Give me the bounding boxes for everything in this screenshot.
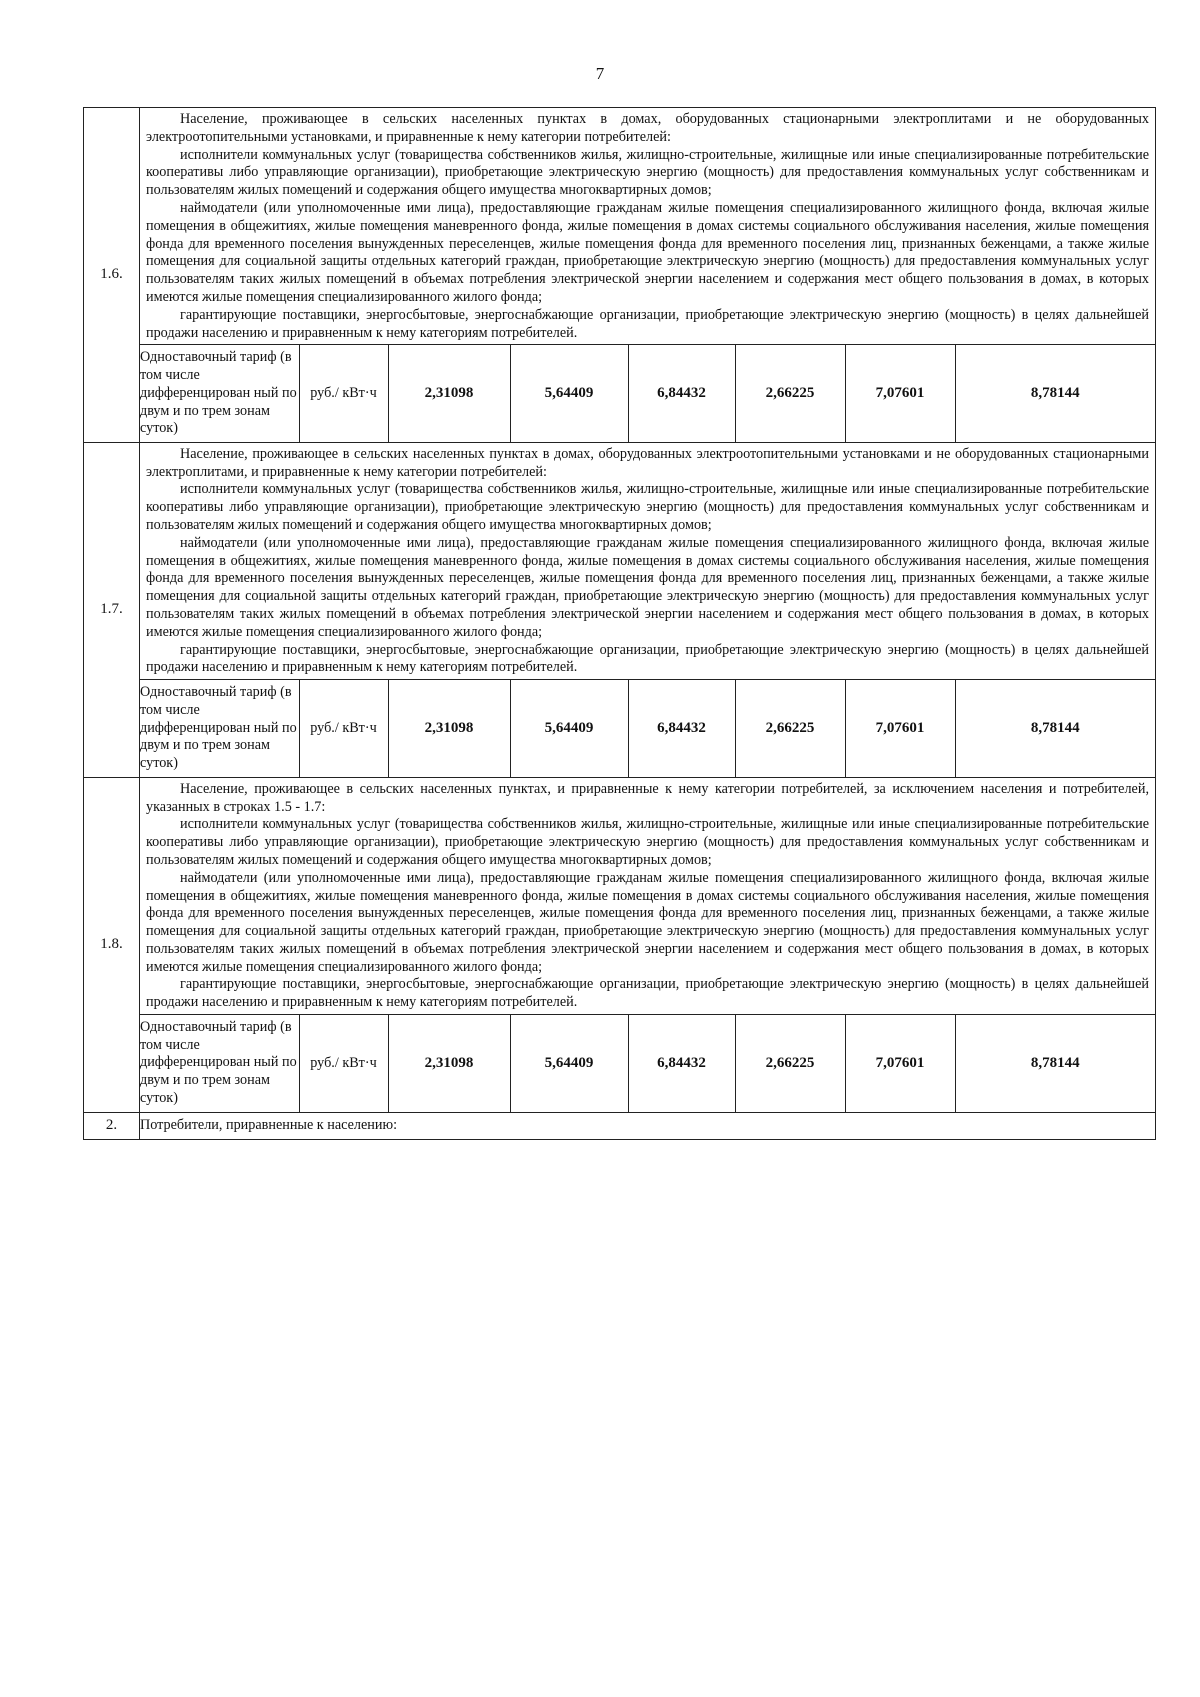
paragraph: наймодатели (или уполномоченные ими лица), предоставляющие гражданам жилые помещения специализированного жилищного фонда, включая жилые помещения в общежитиях, жилые помещения маневренного фонда, жилые помещения в домах системы социального обслуживания населения, жилые помещения фонда для временного поселения вынужденных переселенцев, жилые помещения фонда для временного поселения лиц, признанных беженцами, а также жилые помещения для социальной защиты отдельных категорий граждан, приобретающие электрическую энергию (мощность) для предоставления коммунальных услуг пользователям таких жилых помещений в объемах потребления электрической энергии населением и содержания мест общего пользования в домах, в которых имеются жилые помещения специализированного жилого фонда; [146, 869, 1149, 975]
section-row [84, 108, 1156, 443]
paragraph: Население, проживающее в сельских населенных пунктах, и приравненные к нему категории потребителей, за исключением населения и потребителей, указанных в строках 1.5 - 1.7: [146, 780, 1149, 815]
paragraph: гарантирующие поставщики, энергосбытовые, энергоснабжающие организации, приобретающие электрическую энергию (мощность) в целях дальнейшей продажи населению и приравненным к нему категориям потребителей. [146, 641, 1149, 676]
page-number: 7 [595, 64, 605, 83]
tariff-label: Одноставочный тариф (в том числе дифференцирован ный по двум и по трем зонам суток) [140, 680, 299, 777]
paragraph: наймодатели (или уполномоченные ими лица), предоставляющие гражданам жилые помещения специализированного жилищного фонда, включая жилые помещения в общежитиях, жилые помещения маневренного фонда, жилые помещения в домах системы социального обслуживания населения, жилые помещения фонда для временного поселения вынужденных переселенцев, жилые помещения фонда для временного поселения лиц, признанных беженцами, а также жилые помещения для социальной защиты отдельных категорий граждан, приобретающие электрическую энергию (мощность) для предоставления коммунальных услуг пользователям таких жилых помещений в объемах потребления электрической энергии населением и содержания мест общего пользования в домах, в которых имеются жилые помещения специализированного жилого фонда; [146, 199, 1149, 305]
section-row [84, 777, 1156, 1112]
tariff-value: 2,31098 [388, 680, 510, 777]
tariff-values-table [140, 344, 1155, 442]
tariff-values-table [140, 679, 1155, 777]
tariff-value: 7,07601 [845, 345, 955, 442]
tariff-label: Одноставочный тариф (в том числе дифференцирован ный по двум и по трем зонам суток) [140, 1015, 299, 1112]
row-number: 1.8. [84, 777, 140, 1112]
tariff-value: 2,31098 [388, 1015, 510, 1112]
paragraph: Население, проживающее в сельских населенных пунктах в домах, оборудованных электроотопительными установками и не оборудованных стационарными электроплитами, и приравненные к нему категории потребителей: [146, 445, 1149, 480]
paragraph: исполнители коммунальных услуг (товарищества собственников жилья, жилищно-строительные, жилищные или иные специализированные потребительские кооперативы либо управляющие организации), приобретающие электрическую энергию (мощность) для предоставления коммунальных услуг собственникам и пользователям жилых помещений и содержания общего имущества многоквартирных домов; [146, 146, 1149, 199]
paragraph: наймодатели (или уполномоченные ими лица), предоставляющие гражданам жилые помещения специализированного жилищного фонда, включая жилые помещения в общежитиях, жилые помещения маневренного фонда, жилые помещения в домах системы социального обслуживания населения, жилые помещения фонда для временного поселения вынужденных переселенцев, жилые помещения фонда для временного поселения лиц, признанных беженцами, а также жилые помещения для социальной защиты отдельных категорий граждан, приобретающие электрическую энергию (мощность) для предоставления коммунальных услуг пользователям таких жилых помещений в объемах потребления электрической энергии населением и содержания мест общего пользования в домах, в которых имеются жилые помещения специализированного жилого фонда; [146, 534, 1149, 640]
tariff-value: 5,64409 [510, 680, 628, 777]
row-content: Потребители, приравненные к населению: [140, 1112, 1156, 1139]
paragraph: Население, проживающее в сельских населенных пунктах в домах, оборудованных стационарными электроплитами и не оборудованных электроотопительными установками, и приравненные к нему категории потребителей: [146, 111, 1149, 145]
paragraph: исполнители коммунальных услуг (товарищества собственников жилья, жилищно-строительные, жилищные или иные специализированные потребительские кооперативы либо управляющие организации), приобретающие электрическую энергию (мощность) для предоставления коммунальных услуг собственникам и пользователям жилых помещений и содержания общего имущества многоквартирных домов; [146, 481, 1149, 534]
tariff-value: 6,84432 [628, 1015, 735, 1112]
tariff-value: 2,31098 [388, 345, 510, 442]
paragraph: гарантирующие поставщики, энергосбытовые, энергоснабжающие организации, приобретающие электрическую энергию (мощность) в целях дальнейшей продажи населению и приравненным к нему категориям потребителей. [146, 306, 1149, 341]
unit-label: руб./ кВт·ч [299, 1015, 388, 1112]
unit-label: руб./ кВт·ч [299, 345, 388, 442]
tariff-value: 2,66225 [735, 1015, 845, 1112]
tariff-value: 6,84432 [628, 680, 735, 777]
row-content [140, 108, 1156, 443]
row-content [140, 777, 1156, 1112]
unit-label: руб./ кВт·ч [299, 680, 388, 777]
section-row [84, 1112, 1156, 1139]
paragraph: исполнители коммунальных услуг (товарищества собственников жилья, жилищно-строительные, жилищные или иные специализированные потребительские кооперативы либо управляющие организации), приобретающие электрическую энергию (мощность) для предоставления коммунальных услуг собственникам и пользователям жилых помещений и содержания общего имущества многоквартирных домов; [146, 816, 1149, 868]
tariff-value: 6,84432 [628, 345, 735, 442]
tariff-value: 2,66225 [735, 345, 845, 442]
tariff-value: 8,78144 [955, 1015, 1155, 1112]
description [140, 778, 1155, 1014]
tariff-value: 2,66225 [735, 680, 845, 777]
description [140, 108, 1155, 344]
tariff-value: 5,64409 [510, 345, 628, 442]
row-number: 1.6. [84, 108, 140, 443]
description [140, 443, 1155, 679]
tariff-label: Одноставочный тариф (в том числе дифференцирован ный по двум и по трем зонам суток) [140, 345, 299, 442]
tariff-values-table [140, 1014, 1155, 1112]
row-content [140, 442, 1156, 777]
section-row [84, 442, 1156, 777]
paragraph: гарантирующие поставщики, энергосбытовые, энергоснабжающие организации, приобретающие электрическую энергию (мощность) в целях дальнейшей продажи населению и приравненным к нему категориям потребителей. [146, 976, 1149, 1011]
tariff-value: 7,07601 [845, 1015, 955, 1112]
tariff-value: 8,78144 [955, 680, 1155, 777]
row-number: 1.7. [84, 442, 140, 777]
tariff-table [83, 107, 1156, 1140]
tariff-value: 5,64409 [510, 1015, 628, 1112]
tariff-value: 8,78144 [955, 345, 1155, 442]
tariff-value: 7,07601 [845, 680, 955, 777]
row-number: 2. [84, 1112, 140, 1139]
